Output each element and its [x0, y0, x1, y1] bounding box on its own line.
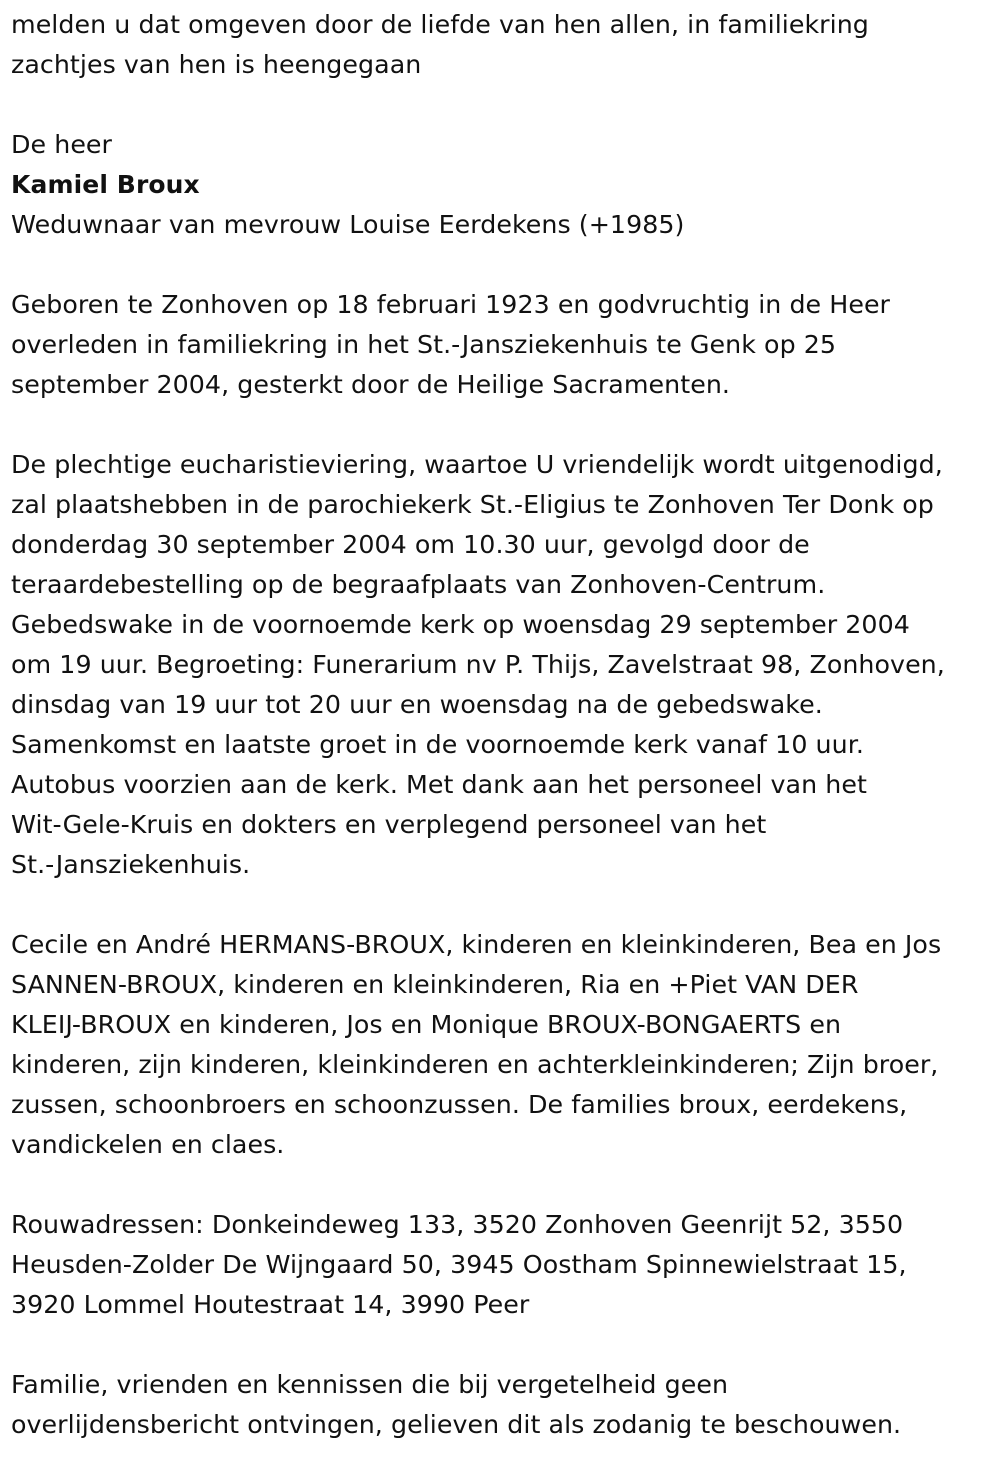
text-line: overleden in familiekring in het St.-Jansziekenhuis te Genk op 25	[11, 330, 837, 359]
text-line: De plechtige eucharistieviering, waartoe U vriendelijk wordt uitgenodigd,	[11, 450, 943, 479]
paragraph-spacer	[11, 405, 990, 445]
text-line: Geboren te Zonhoven op 18 februari 1923 en godvruchtig in de Heer	[11, 290, 891, 319]
text-line: Samenkomst en laatste groet in de voornoemde kerk vanaf 10 uur.	[11, 730, 864, 759]
text-line: Cecile en André HERMANS-BROUX, kinderen en kleinkinderen, Bea en Jos	[11, 930, 942, 959]
intro-paragraph	[11, 5, 990, 85]
text-line: dinsdag van 19 uur tot 20 uur en woensdag na de gebedswake.	[11, 690, 823, 719]
text-line: SANNEN-BROUX, kinderen en kleinkinderen, Ria en +Piet VAN DER	[11, 970, 859, 999]
text-line: Heusden-Zolder De Wijngaard 50, 3945 Oostham Spinnewielstraat 15,	[11, 1250, 907, 1279]
paragraph-spacer	[11, 85, 990, 125]
text-line: zussen, schoonbroers en schoonzussen. De families broux, eerdekens,	[11, 1090, 908, 1119]
text-line: september 2004, gesterkt door de Heilige Sacramenten.	[11, 370, 731, 399]
text-line: donderdag 30 september 2004 om 10.30 uur, gevolgd door de	[11, 530, 810, 559]
text-line: vandickelen en claes.	[11, 1130, 285, 1159]
family-paragraph	[11, 925, 990, 1165]
text-line: kinderen, zijn kinderen, kleinkinderen en achterkleinkinderen; Zijn broer,	[11, 1050, 939, 1079]
text-line: KLEIJ-BROUX en kinderen, Jos en Monique BROUX-BONGAERTS en	[11, 1010, 842, 1039]
paragraph-spacer	[11, 1165, 990, 1205]
paragraph-spacer	[11, 1325, 990, 1365]
ceremony-paragraph	[11, 445, 990, 885]
text-line: Rouwadressen: Donkeindeweg 133, 3520 Zonhoven Geenrijt 52, 3550	[11, 1210, 904, 1239]
text-line: teraardebestelling op de begraafplaats van Zonhoven-Centrum.	[11, 570, 826, 599]
text-line: Familie, vrienden en kennissen die bij vergetelheid geen	[11, 1370, 729, 1399]
widower-line: Weduwnaar van mevrouw Louise Eerdekens (+1985)	[11, 210, 685, 239]
text-line: St.-Jansziekenhuis.	[11, 850, 251, 879]
addresses-paragraph	[11, 1205, 990, 1325]
birth-death-paragraph	[11, 285, 990, 405]
text-line: om 19 uur. Begroeting: Funerarium nv P. Thijs, Zavelstraat 98, Zonhoven,	[11, 650, 945, 679]
text-line: Wit-Gele-Kruis en dokters en verplegend personeel van het	[11, 810, 767, 839]
text-line: melden u dat omgeven door de liefde van hen allen, in familiekring	[11, 10, 869, 39]
salutation: De heer	[11, 130, 112, 159]
text-line: zal plaatshebben in de parochiekerk St.-Eligius te Zonhoven Ter Donk op	[11, 490, 934, 519]
text-line: Gebedswake in de voornoemde kerk op woensdag 29 september 2004	[11, 610, 910, 639]
closing-paragraph	[11, 1365, 990, 1445]
text-line: zachtjes van hen is heengegaan	[11, 50, 422, 79]
text-line: 3920 Lommel Houtestraat 14, 3990 Peer	[11, 1290, 530, 1319]
paragraph-spacer	[11, 245, 990, 285]
text-line: Autobus voorzien aan de kerk. Met dank aan het personeel van het	[11, 770, 867, 799]
text-line: overlijdensbericht ontvingen, gelieven dit als zodanig te beschouwen.	[11, 1410, 902, 1439]
paragraph-spacer	[11, 885, 990, 925]
deceased-name: Kamiel Broux	[11, 170, 200, 199]
